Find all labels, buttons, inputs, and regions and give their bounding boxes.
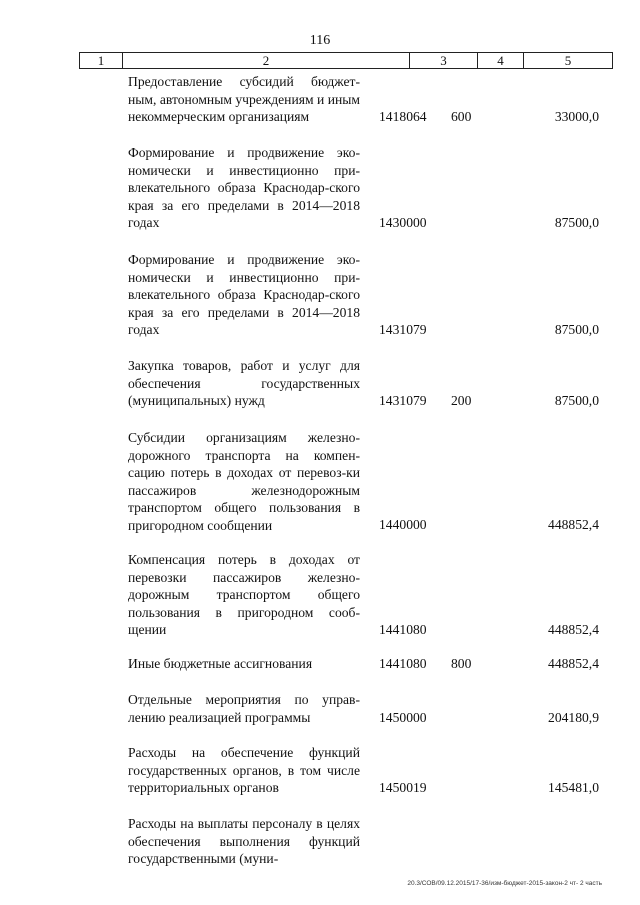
row-amount: 204180,9 (548, 710, 599, 725)
row-amount: 33000,0 (554, 109, 599, 124)
row-amount: 145481,0 (548, 780, 599, 795)
row-code: 1450000 (379, 710, 427, 725)
page-number: 116 (309, 33, 331, 48)
header-col-4: 4 (478, 53, 524, 68)
row-expense-type: 800 (451, 656, 472, 671)
header-col-1: 1 (80, 53, 123, 68)
row-amount: 87500,0 (554, 215, 599, 230)
row-amount: 448852,4 (548, 656, 599, 671)
row-description: Формирование и продвижение эко-номически и инвестиционно при-влекательного образа Краснодар-ского края за его пределами в 2014—2018 годах (128, 252, 360, 337)
row-description: Предоставление субсидий бюджет-ным, автономным учреждениям и иным некоммерческим организациям (128, 74, 360, 124)
row-description: Отдельные мероприятия по управ-лению реализацией программы (128, 692, 360, 725)
row-code: 1418064 (379, 109, 427, 124)
row-description: Иные бюджетные ассигнования (128, 656, 313, 671)
row-code: 1431079 (379, 393, 427, 408)
header-col-2: 2 (123, 53, 410, 68)
row-code: 1430000 (379, 215, 427, 230)
row-description: Расходы на обеспечение функций государственных органов, в том числе территориальных органов (128, 745, 360, 795)
header-col-5: 5 (564, 53, 572, 68)
row-code: 1440000 (379, 517, 427, 532)
row-expense-type: 600 (451, 109, 472, 124)
row-description: Компенсация потерь в доходах от перевозки пассажиров железно-дорожным транспортом общего пользования в пригородном сооб-щении (128, 552, 360, 637)
table-header (79, 52, 613, 69)
row-code: 1441080 (379, 656, 427, 671)
document-footer: 20.3/СОВ/09.12.2015/17-36/изм-бюджет-2015-закон-2 чт- 2 часть (407, 880, 602, 887)
row-amount: 87500,0 (554, 322, 599, 337)
row-code: 1450019 (379, 780, 427, 795)
row-description: Субсидии организациям железно-дорожного транспорта на компен-сацию потерь в доходах от перевоз-ки пассажиров железнодорожным транспортом общего пользования в пригородном сообщении (128, 430, 360, 533)
row-code: 1441080 (379, 622, 427, 637)
row-expense-type: 200 (451, 393, 472, 408)
header-col-3: 3 (410, 53, 478, 68)
row-amount: 87500,0 (554, 393, 599, 408)
row-code: 1431079 (379, 322, 427, 337)
row-description: Расходы на выплаты персоналу в целях обеспечения выполнения функций государственными (муни- (128, 816, 360, 866)
row-amount: 448852,4 (548, 622, 599, 637)
row-description: Формирование и продвижение эко-номически и инвестиционно при-влекательного образа Краснодар-ского края за его пределами в 2014—2018 годах (128, 145, 360, 230)
row-description: Закупка товаров, работ и услуг для обеспечения государственных (муниципальных) нужд (128, 358, 360, 408)
row-amount: 448852,4 (548, 517, 599, 532)
